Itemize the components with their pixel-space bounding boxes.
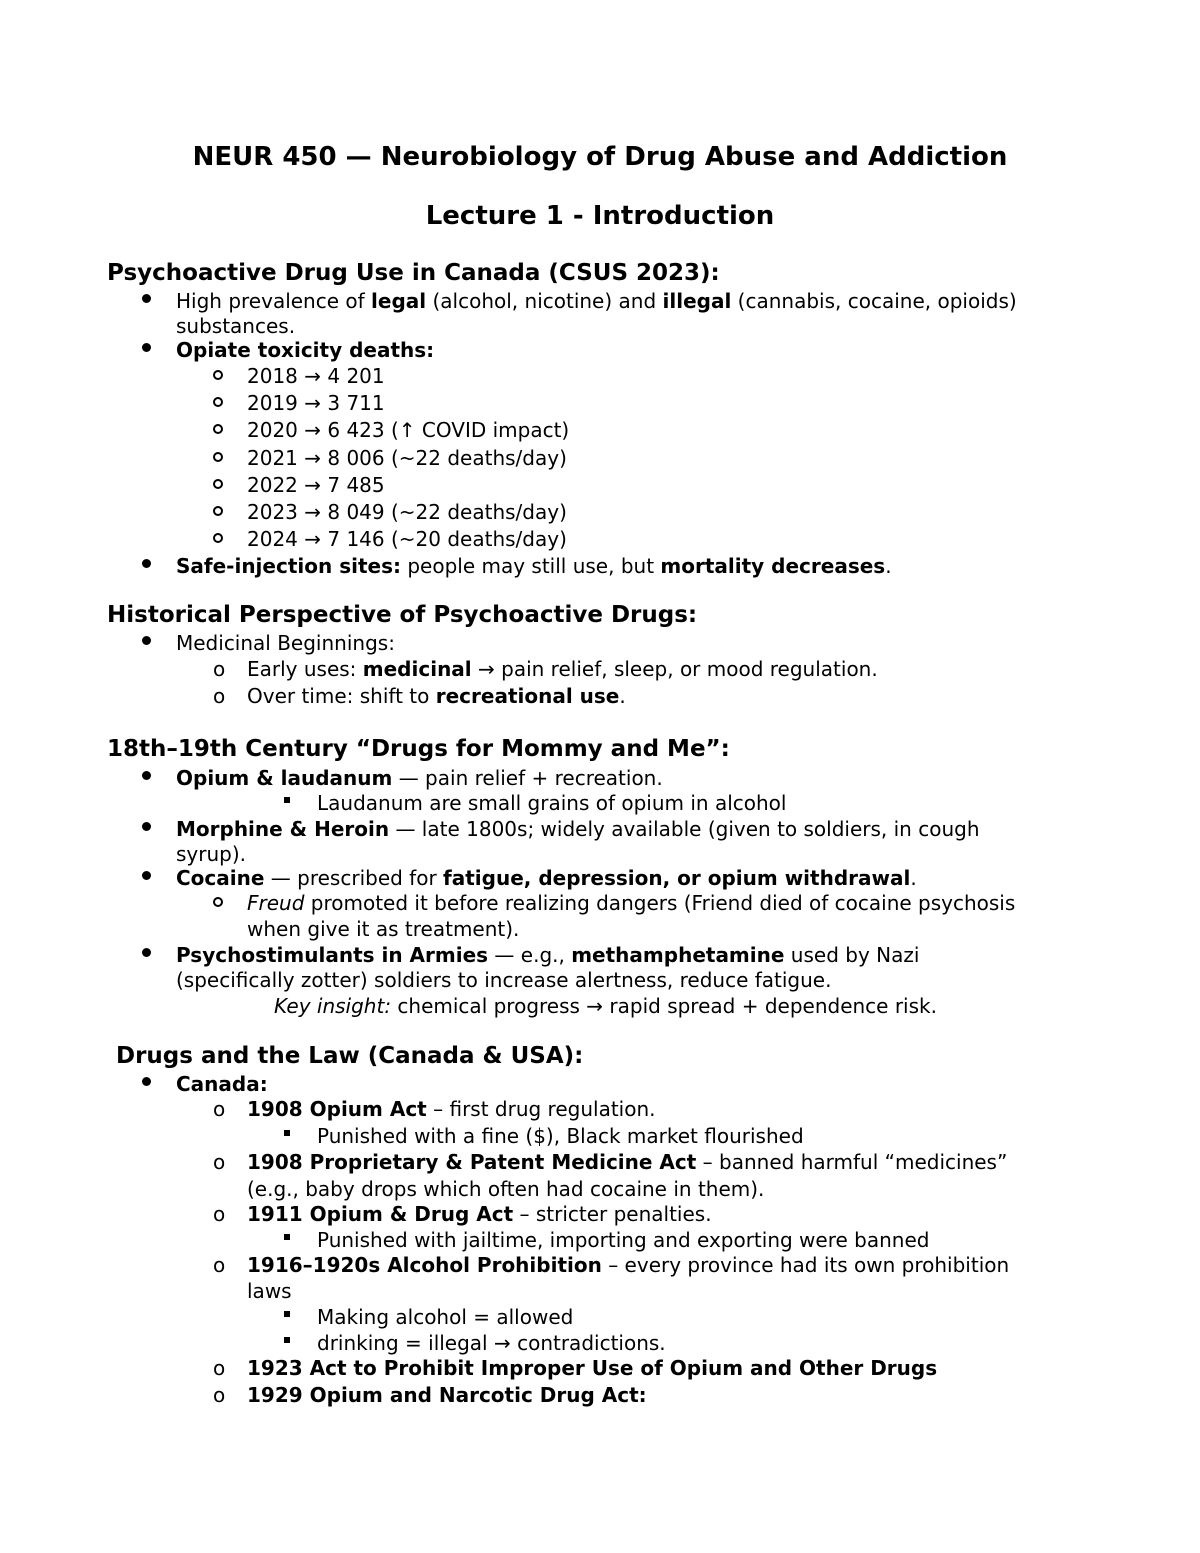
list-item-continuation: laws [247, 1279, 292, 1303]
bullet-icon [142, 559, 151, 568]
sub-bullet-icon: o [213, 684, 226, 708]
list-item: Psychostimulants in Armies — e.g., methamphetamine used by Nazi [176, 943, 920, 967]
sub-bullet-icon: o [213, 1202, 226, 1226]
list-item: Opiate toxicity deaths: [176, 338, 435, 362]
sub-bullet-icon: o [213, 1383, 226, 1407]
list-item-continuation: when give it as treatment). [247, 917, 520, 941]
list-item: Morphine & Heroin — late 1800s; widely available (given to soldiers, in cough [176, 817, 980, 841]
list-item: Canada: [176, 1072, 268, 1096]
list-item: Freud promoted it before realizing dangers (Friend died of cocaine psychosis [247, 891, 1016, 915]
list-item: 1923 Act to Prohibit Improper Use of Opium and Other Drugs [247, 1356, 938, 1380]
sub-bullet-icon: o [213, 657, 226, 681]
list-item: Making alcohol = allowed [317, 1305, 574, 1329]
list-item: drinking = illegal → contradictions. [317, 1331, 666, 1355]
bullet-icon [142, 636, 151, 645]
list-item: 1908 Opium Act – first drug regulation. [247, 1097, 656, 1121]
sub-bullet-icon [213, 533, 223, 543]
list-item: Safe-injection sites: people may still use, but mortality decreases. [176, 554, 892, 578]
bullet-icon [142, 822, 151, 831]
section-heading-drugs-and-law: Drugs and the Law (Canada & USA): [116, 1043, 584, 1069]
sub-bullet-icon: o [213, 1253, 226, 1277]
list-item: Opium & laudanum — pain relief + recreation. [176, 766, 663, 790]
list-item: Medicinal Beginnings: [176, 631, 395, 655]
sub-bullet-icon [213, 370, 223, 380]
death-stat-item: 2023 → 8 049 (~22 deaths/day) [247, 500, 567, 524]
list-item: Cocaine — prescribed for fatigue, depression, or opium withdrawal. [176, 866, 917, 890]
section-heading-drug-use-canada: Psychoactive Drug Use in Canada (CSUS 2023): [107, 260, 720, 286]
lecture-title: Lecture 1 - Introduction [425, 201, 775, 231]
course-title: NEUR 450 — Neurobiology of Drug Abuse and Addiction [192, 142, 1008, 172]
key-insight: Key insight: chemical progress → rapid spread + dependence risk. [274, 994, 937, 1018]
sub-bullet-icon [213, 506, 223, 516]
sub-bullet-icon [213, 897, 223, 907]
death-stat-item: 2020 → 6 423 (↑ COVID impact) [247, 418, 570, 442]
bullet-icon [142, 771, 151, 780]
sub-bullet-icon [213, 479, 223, 489]
bullet-icon [142, 948, 151, 957]
list-item: 1911 Opium & Drug Act – stricter penalties. [247, 1202, 712, 1226]
sub-bullet-icon: o [213, 1097, 226, 1121]
square-bullet-icon [284, 1311, 290, 1317]
bullet-icon [142, 294, 151, 303]
bullet-icon [142, 871, 151, 880]
bullet-icon [142, 343, 151, 352]
list-item: 1908 Proprietary & Patent Medicine Act – banned harmful “medicines” [247, 1150, 1008, 1174]
square-bullet-icon [284, 1234, 290, 1240]
list-item: Early uses: medicinal → pain relief, sleep, or mood regulation. [247, 657, 878, 681]
death-stat-item: 2021 → 8 006 (~22 deaths/day) [247, 446, 567, 470]
bullet-icon [142, 1077, 151, 1086]
list-item-continuation: substances. [176, 314, 296, 338]
sub-bullet-icon: o [213, 1356, 226, 1380]
list-item: Punished with jailtime, importing and exporting were banned [317, 1228, 930, 1252]
list-item: Punished with a fine ($), Black market flourished [317, 1124, 804, 1148]
list-item-continuation: syrup). [176, 842, 247, 866]
sub-bullet-icon [213, 397, 223, 407]
sub-bullet-icon [213, 452, 223, 462]
list-item-continuation: (e.g., baby drops which often had cocaine in them). [247, 1177, 765, 1201]
square-bullet-icon [284, 1130, 290, 1136]
death-stat-item: 2022 → 7 485 [247, 473, 385, 497]
list-item: 1916–1920s Alcohol Prohibition – every province had its own prohibition [247, 1253, 1010, 1277]
list-item: High prevalence of legal (alcohol, nicotine) and illegal (cannabis, cocaine, opioids) [176, 289, 1017, 313]
death-stat-item: 2024 → 7 146 (~20 deaths/day) [247, 527, 567, 551]
list-item: Over time: shift to recreational use. [247, 684, 626, 708]
death-stat-item: 2019 → 3 711 [247, 391, 385, 415]
list-item-continuation: (specifically zotter) soldiers to increase alertness, reduce fatigue. [176, 968, 832, 992]
section-heading-historical: Historical Perspective of Psychoactive Drugs: [107, 602, 698, 628]
list-item: Laudanum are small grains of opium in alcohol [317, 791, 787, 815]
sub-bullet-icon [213, 424, 223, 434]
square-bullet-icon [284, 797, 290, 803]
square-bullet-icon [284, 1337, 290, 1343]
death-stat-item: 2018 → 4 201 [247, 364, 385, 388]
section-heading-18th-19th-century: 18th–19th Century “Drugs for Mommy and Me”: [107, 736, 730, 762]
list-item: 1929 Opium and Narcotic Drug Act: [247, 1383, 647, 1407]
sub-bullet-icon: o [213, 1150, 226, 1174]
